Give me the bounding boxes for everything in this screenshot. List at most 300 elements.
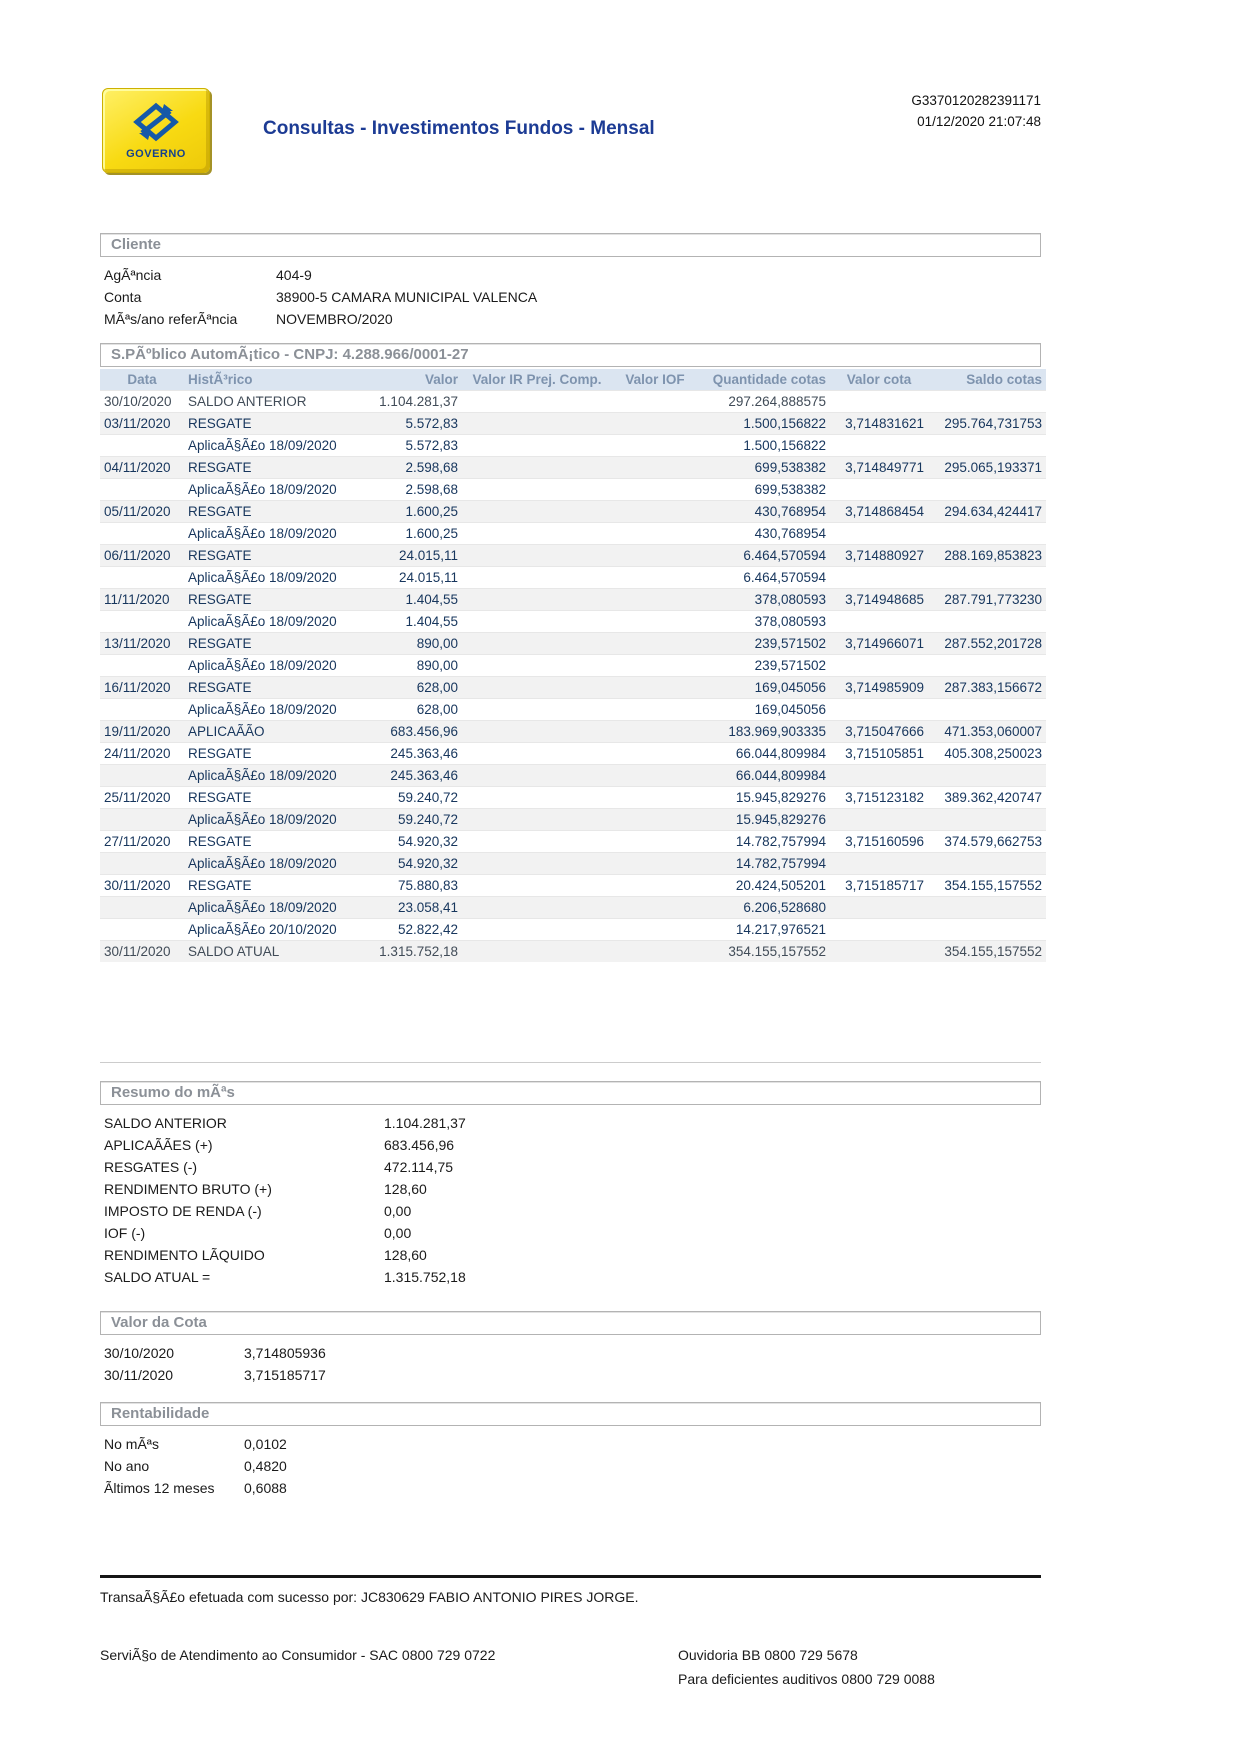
cell-valor: 1.404,55 xyxy=(405,592,458,607)
summary-label: RESGATES (-) xyxy=(104,1159,198,1175)
cell-ir xyxy=(462,721,612,743)
section-resumo xyxy=(100,1081,1041,1288)
table-row xyxy=(100,765,1046,787)
cell-valor: 52.822,42 xyxy=(397,922,458,937)
cell-iof xyxy=(612,941,698,963)
cell-qtd: 20.424,505201 xyxy=(735,878,826,893)
cell-hist: AplicaÃ§Ã£o 18/09/2020 xyxy=(188,614,337,629)
cell-cota xyxy=(830,523,928,545)
cell-ir xyxy=(462,831,612,853)
cell-ir xyxy=(462,875,612,897)
cell-qtd: 15.945,829276 xyxy=(735,812,826,827)
logo-governo-label: GOVERNO xyxy=(126,147,186,160)
cell-saldo xyxy=(928,809,1046,831)
summary-value: 0,00 xyxy=(384,1203,412,1219)
cell-valor: 24.015,11 xyxy=(398,548,458,563)
summary-row xyxy=(104,1156,1041,1178)
cell-hist: RESGATE xyxy=(188,746,252,761)
cell-ir xyxy=(462,413,612,435)
summary-label: IOF (-) xyxy=(104,1225,146,1241)
page-title: Consultas - Investimentos Fundos - Mensal xyxy=(263,118,655,139)
cell-saldo: 471.353,060007 xyxy=(944,724,1042,739)
footer-contacts xyxy=(100,1643,1041,1691)
summary-value: 128,60 xyxy=(384,1247,427,1263)
summary-row xyxy=(104,1433,1041,1455)
cell-valor: 1.404,55 xyxy=(405,614,458,629)
cell-iof xyxy=(612,567,698,589)
cell-valor: 628,00 xyxy=(416,702,458,717)
cell-ir xyxy=(462,809,612,831)
cell-iof xyxy=(612,413,698,435)
table-row xyxy=(100,479,1046,501)
table-row xyxy=(100,413,1046,435)
cell-date xyxy=(100,567,184,589)
cell-date: 03/11/2020 xyxy=(104,416,171,431)
summary-value: 1.315.752,18 xyxy=(384,1269,466,1285)
cell-qtd: 183.969,903335 xyxy=(728,724,826,739)
bb-diamond-icon xyxy=(133,102,179,147)
summary-label: IMPOSTO DE RENDA (-) xyxy=(104,1203,262,1219)
cell-ir xyxy=(462,457,612,479)
cell-iof xyxy=(612,677,698,699)
table-row xyxy=(100,919,1046,941)
summary-label: No ano xyxy=(104,1458,150,1474)
table-row xyxy=(100,391,1046,413)
table-row xyxy=(100,677,1046,699)
cell-cota: 3,715047666 xyxy=(845,724,924,739)
rentabilidade-fields xyxy=(104,1433,1041,1499)
cell-date: 05/11/2020 xyxy=(104,504,171,519)
cell-date xyxy=(100,765,184,787)
cell-date xyxy=(100,523,184,545)
table-row xyxy=(100,809,1046,831)
cell-saldo xyxy=(928,655,1046,677)
cell-qtd: 6.464,570594 xyxy=(743,570,826,585)
transaction-note: TransaÃ§Ã£o efetuada com sucesso por: JC830629 FABIO ANTONIO PIRES JORGE. xyxy=(100,1589,639,1605)
summary-row xyxy=(104,264,1041,286)
cell-ir xyxy=(462,501,612,523)
cell-iof xyxy=(612,633,698,655)
summary-label: MÃªs/ano referÃªncia xyxy=(104,311,238,327)
table-row xyxy=(100,743,1046,765)
cell-cota xyxy=(830,479,928,501)
cell-iof xyxy=(612,545,698,567)
cell-valor: 54.920,32 xyxy=(397,856,458,871)
table-row xyxy=(100,897,1046,919)
cell-qtd: 239,571502 xyxy=(754,636,826,651)
section-fund xyxy=(100,343,1041,962)
cell-valor: 1.104.281,37 xyxy=(379,394,458,409)
cell-ir xyxy=(462,897,612,919)
table-row xyxy=(100,787,1046,809)
col-header-valor-cota: Valor cota xyxy=(830,369,928,391)
cell-saldo xyxy=(928,611,1046,633)
cell-saldo: 287.791,773230 xyxy=(944,592,1042,607)
cell-hist: RESGATE xyxy=(188,636,252,651)
summary-value: 0,4820 xyxy=(244,1458,287,1474)
cell-iof xyxy=(612,699,698,721)
summary-row xyxy=(104,1266,1041,1288)
cell-iof xyxy=(612,655,698,677)
cell-saldo: 294.634,424417 xyxy=(944,504,1042,519)
table-row xyxy=(100,589,1046,611)
section-rentabilidade xyxy=(100,1402,1041,1499)
section-title-cliente: Cliente xyxy=(100,233,1041,257)
section-title-fund: S.PÃºblico AutomÃ¡tico - CNPJ: 4.288.966/0001-27 xyxy=(100,343,1041,367)
summary-row xyxy=(104,1178,1041,1200)
cell-saldo xyxy=(928,479,1046,501)
table-row xyxy=(100,633,1046,655)
cell-date: 25/11/2020 xyxy=(104,790,171,805)
cell-date xyxy=(100,479,184,501)
cell-qtd: 169,045056 xyxy=(754,702,826,717)
cell-date: 13/11/2020 xyxy=(104,636,171,651)
table-row xyxy=(100,699,1046,721)
cell-hist: AplicaÃ§Ã£o 18/09/2020 xyxy=(188,856,337,871)
cell-date: 24/11/2020 xyxy=(104,746,171,761)
cell-valor: 75.880,83 xyxy=(397,878,458,893)
cell-qtd: 699,538382 xyxy=(754,482,826,497)
summary-label: 30/11/2020 xyxy=(104,1367,174,1383)
cell-iof xyxy=(612,853,698,875)
cell-hist: RESGATE xyxy=(188,790,252,805)
summary-value: 0,6088 xyxy=(244,1480,287,1496)
cell-valor: 890,00 xyxy=(416,658,458,673)
summary-row xyxy=(104,1134,1041,1156)
cell-iof xyxy=(612,589,698,611)
cell-date: 11/11/2020 xyxy=(104,592,170,607)
cell-iof xyxy=(612,831,698,853)
section-cliente xyxy=(100,233,1041,330)
cell-iof xyxy=(612,611,698,633)
cell-qtd: 66.044,809984 xyxy=(735,768,826,783)
cell-cota xyxy=(830,853,928,875)
cell-valor: 245.363,46 xyxy=(390,746,458,761)
cell-saldo xyxy=(928,567,1046,589)
cell-hist: RESGATE xyxy=(188,504,252,519)
cell-cota xyxy=(830,611,928,633)
cell-saldo xyxy=(928,435,1046,457)
summary-value: 0,0102 xyxy=(244,1436,287,1452)
summary-label: APLICAÃÃES (+) xyxy=(104,1137,213,1153)
cell-date: 16/11/2020 xyxy=(104,680,171,695)
cell-ir xyxy=(462,479,612,501)
cell-hist: AplicaÃ§Ã£o 20/10/2020 xyxy=(188,922,337,937)
cell-cota xyxy=(830,919,928,941)
cell-cota: 3,714880927 xyxy=(845,548,924,563)
summary-label: Conta xyxy=(104,289,142,305)
cell-saldo: 389.362,420747 xyxy=(944,790,1042,805)
document-number: G3370120282391171 xyxy=(911,93,1041,108)
summary-label: Ãltimos 12 meses xyxy=(104,1480,215,1496)
summary-value: 472.114,75 xyxy=(384,1159,454,1175)
cell-ir xyxy=(462,853,612,875)
cell-cota xyxy=(830,435,928,457)
deficientes-phone: Para deficientes auditivos 0800 729 0088 xyxy=(678,1671,935,1687)
cell-valor: 1.600,25 xyxy=(405,526,458,541)
cell-cota xyxy=(830,765,928,787)
cell-saldo xyxy=(928,699,1046,721)
summary-row xyxy=(104,1455,1041,1477)
table-row xyxy=(100,655,1046,677)
cell-date: 27/11/2020 xyxy=(104,834,171,849)
col-header-saldo-cotas: Saldo cotas xyxy=(928,369,1046,391)
cell-saldo: 354.155,157552 xyxy=(944,878,1042,893)
document-header xyxy=(100,88,1041,203)
summary-value: NOVEMBRO/2020 xyxy=(276,311,393,327)
cell-saldo: 374.579,662753 xyxy=(944,834,1042,849)
cell-hist: RESGATE xyxy=(188,548,252,563)
summary-value: 1.104.281,37 xyxy=(384,1115,466,1131)
summary-row xyxy=(104,1112,1041,1134)
cell-hist: AplicaÃ§Ã£o 18/09/2020 xyxy=(188,900,337,915)
cell-valor: 59.240,72 xyxy=(397,790,458,805)
cell-date xyxy=(100,809,184,831)
cell-valor: 24.015,11 xyxy=(398,570,458,585)
cell-valor: 1.315.752,18 xyxy=(379,944,458,959)
cell-saldo: 295.764,731753 xyxy=(944,416,1042,431)
cell-date xyxy=(100,611,184,633)
document-datetime: 01/12/2020 21:07:48 xyxy=(917,114,1041,129)
cell-cota: 3,714985909 xyxy=(845,680,924,695)
cell-ir xyxy=(462,633,612,655)
table-row xyxy=(100,853,1046,875)
cell-saldo: 405.308,250023 xyxy=(944,746,1042,761)
cell-ir xyxy=(462,567,612,589)
fund-table-header-row xyxy=(100,369,1046,391)
cell-date: 30/10/2020 xyxy=(104,394,172,409)
cell-valor: 683.456,96 xyxy=(390,724,458,739)
cell-date: 30/11/2020 xyxy=(104,944,171,959)
cell-cota xyxy=(830,655,928,677)
footer-right-column xyxy=(678,1643,1041,1691)
footer-rule xyxy=(100,1575,1041,1578)
summary-value: 128,60 xyxy=(384,1181,427,1197)
cell-ir xyxy=(462,677,612,699)
cell-hist: SALDO ATUAL xyxy=(188,944,280,959)
cell-hist: AplicaÃ§Ã£o 18/09/2020 xyxy=(188,658,337,673)
cell-valor: 23.058,41 xyxy=(397,900,458,915)
cell-cota: 3,715160596 xyxy=(845,834,924,849)
summary-label: SALDO ANTERIOR xyxy=(104,1115,227,1131)
summary-row xyxy=(104,286,1041,308)
cell-qtd: 1.500,156822 xyxy=(743,438,826,453)
cell-valor: 245.363,46 xyxy=(390,768,458,783)
cell-ir xyxy=(462,391,612,413)
cell-date: 04/11/2020 xyxy=(104,460,171,475)
cell-qtd: 378,080593 xyxy=(754,614,826,629)
cell-qtd: 66.044,809984 xyxy=(735,746,826,761)
cell-iof xyxy=(612,479,698,501)
cell-ir xyxy=(462,787,612,809)
fund-table-head xyxy=(100,369,1046,391)
cell-ir xyxy=(462,743,612,765)
cell-date: 30/11/2020 xyxy=(104,878,171,893)
summary-value: 0,00 xyxy=(384,1225,412,1241)
cell-saldo: 354.155,157552 xyxy=(944,944,1042,959)
cell-saldo: 287.552,201728 xyxy=(944,636,1042,651)
cell-saldo: 295.065,193371 xyxy=(944,460,1042,475)
cell-qtd: 14.782,757994 xyxy=(735,834,826,849)
cell-valor: 54.920,32 xyxy=(397,834,458,849)
col-header-valor: Valor xyxy=(360,369,462,391)
summary-row xyxy=(104,1244,1041,1266)
cell-ir xyxy=(462,545,612,567)
cell-valor: 890,00 xyxy=(416,636,458,651)
col-header-valor-iof: Valor IOF xyxy=(612,369,698,391)
cell-hist: RESGATE xyxy=(188,460,252,475)
summary-value: 3,714805936 xyxy=(244,1345,326,1361)
ouvidoria-phone: Ouvidoria BB 0800 729 5678 xyxy=(678,1647,858,1663)
cell-cota: 3,714849771 xyxy=(845,460,924,475)
summary-row xyxy=(104,1342,1041,1364)
summary-row xyxy=(104,1222,1041,1244)
cell-hist: AplicaÃ§Ã£o 18/09/2020 xyxy=(188,438,337,453)
cell-qtd: 297.264,888575 xyxy=(728,394,826,409)
cell-valor: 5.572,83 xyxy=(405,438,458,453)
table-row xyxy=(100,457,1046,479)
summary-label: SALDO ATUAL = xyxy=(104,1269,211,1285)
cell-iof xyxy=(612,787,698,809)
summary-row xyxy=(104,1477,1041,1499)
col-header-valor-ir: Valor IR Prej. Comp. xyxy=(462,369,612,391)
cell-cota: 3,714966071 xyxy=(845,636,924,651)
cell-date: 19/11/2020 xyxy=(104,724,171,739)
cell-qtd: 6.464,570594 xyxy=(743,548,826,563)
cell-qtd: 699,538382 xyxy=(754,460,826,475)
sac-phone: ServiÃ§o de Atendimento ao Consumidor - SAC 0800 729 0722 xyxy=(100,1647,496,1663)
cell-ir xyxy=(462,655,612,677)
cell-date xyxy=(100,897,184,919)
table-row xyxy=(100,831,1046,853)
cell-cota xyxy=(830,699,928,721)
cell-iof xyxy=(612,457,698,479)
cell-hist: RESGATE xyxy=(188,834,252,849)
cell-ir xyxy=(462,523,612,545)
cell-qtd: 169,045056 xyxy=(754,680,826,695)
cell-qtd: 430,768954 xyxy=(754,526,826,541)
table-row xyxy=(100,523,1046,545)
banco-do-brasil-logo xyxy=(102,88,210,173)
cell-ir xyxy=(462,589,612,611)
cell-qtd: 6.206,528680 xyxy=(743,900,826,915)
document-meta xyxy=(911,90,1041,132)
cell-qtd: 1.500,156822 xyxy=(743,416,826,431)
cell-ir xyxy=(462,435,612,457)
cell-date xyxy=(100,435,184,457)
cell-date xyxy=(100,699,184,721)
cell-cota: 3,714831621 xyxy=(845,416,924,431)
resumo-fields xyxy=(104,1112,1041,1288)
cell-valor: 1.600,25 xyxy=(405,504,458,519)
cell-saldo: 288.169,853823 xyxy=(944,548,1042,563)
cell-hist: AplicaÃ§Ã£o 18/09/2020 xyxy=(188,702,337,717)
table-row xyxy=(100,567,1046,589)
col-header-historico: HistÃ³rico xyxy=(184,369,360,391)
section-valor-cota xyxy=(100,1311,1041,1386)
cell-valor: 628,00 xyxy=(416,680,458,695)
cell-hist: SALDO ANTERIOR xyxy=(188,394,307,409)
summary-label: RENDIMENTO BRUTO (+) xyxy=(104,1181,272,1197)
cell-iof xyxy=(612,919,698,941)
summary-value: 38900-5 CAMARA MUNICIPAL VALENCA xyxy=(276,289,538,305)
cell-hist: RESGATE xyxy=(188,878,252,893)
cell-valor: 5.572,83 xyxy=(405,416,458,431)
cell-valor: 2.598,68 xyxy=(405,482,458,497)
summary-value: 683.456,96 xyxy=(384,1137,455,1153)
cell-hist: AplicaÃ§Ã£o 18/09/2020 xyxy=(188,812,337,827)
valor-cota-fields xyxy=(104,1342,1041,1386)
cell-hist: RESGATE xyxy=(188,680,252,695)
cell-ir xyxy=(462,611,612,633)
summary-row xyxy=(104,308,1041,330)
cell-hist: AplicaÃ§Ã£o 18/09/2020 xyxy=(188,768,337,783)
cell-saldo xyxy=(928,765,1046,787)
cell-cota: 3,715185717 xyxy=(845,878,924,893)
cell-valor: 2.598,68 xyxy=(405,460,458,475)
table-row xyxy=(100,941,1046,963)
cell-ir xyxy=(462,699,612,721)
table-row xyxy=(100,721,1046,743)
cell-iof xyxy=(612,501,698,523)
cell-qtd: 378,080593 xyxy=(754,592,826,607)
fund-table-body xyxy=(100,391,1046,963)
summary-value: 3,715185717 xyxy=(244,1367,326,1383)
cell-hist: APLICAÃÃO xyxy=(188,724,265,739)
cell-saldo xyxy=(928,853,1046,875)
section-title-rentabilidade: Rentabilidade xyxy=(100,1402,1041,1426)
cell-iof xyxy=(612,391,698,413)
cell-iof xyxy=(612,875,698,897)
table-row xyxy=(100,875,1046,897)
cell-valor: 59.240,72 xyxy=(397,812,458,827)
cell-iof xyxy=(612,721,698,743)
cell-saldo xyxy=(928,391,1046,413)
cell-cota xyxy=(830,897,928,919)
cell-date xyxy=(100,919,184,941)
table-row xyxy=(100,435,1046,457)
cell-iof xyxy=(612,743,698,765)
summary-label: AgÃªncia xyxy=(104,267,162,283)
cell-qtd: 14.782,757994 xyxy=(735,856,826,871)
summary-label: 30/10/2020 xyxy=(104,1345,175,1361)
cell-cota xyxy=(830,809,928,831)
cell-cota: 3,715105851 xyxy=(845,746,924,761)
cell-saldo xyxy=(928,523,1046,545)
cell-cota: 3,714868454 xyxy=(845,504,924,519)
cell-iof xyxy=(612,765,698,787)
report-page xyxy=(100,0,1041,1691)
cell-saldo: 287.383,156672 xyxy=(944,680,1042,695)
cell-iof xyxy=(612,809,698,831)
cell-iof xyxy=(612,435,698,457)
cell-iof xyxy=(612,523,698,545)
col-header-quantidade: Quantidade cotas xyxy=(698,369,830,391)
cell-hist: AplicaÃ§Ã£o 18/09/2020 xyxy=(188,526,337,541)
cell-ir xyxy=(462,941,612,963)
cell-cota xyxy=(830,567,928,589)
cell-cota xyxy=(830,391,928,413)
table-row xyxy=(100,501,1046,523)
divider-line xyxy=(100,1062,1041,1063)
cell-ir xyxy=(462,765,612,787)
section-title-resumo: Resumo do mÃªs xyxy=(100,1081,1041,1105)
cell-qtd: 15.945,829276 xyxy=(735,790,826,805)
summary-label: No mÃªs xyxy=(104,1436,159,1452)
table-row xyxy=(100,611,1046,633)
table-row xyxy=(100,545,1046,567)
cell-qtd: 239,571502 xyxy=(754,658,826,673)
